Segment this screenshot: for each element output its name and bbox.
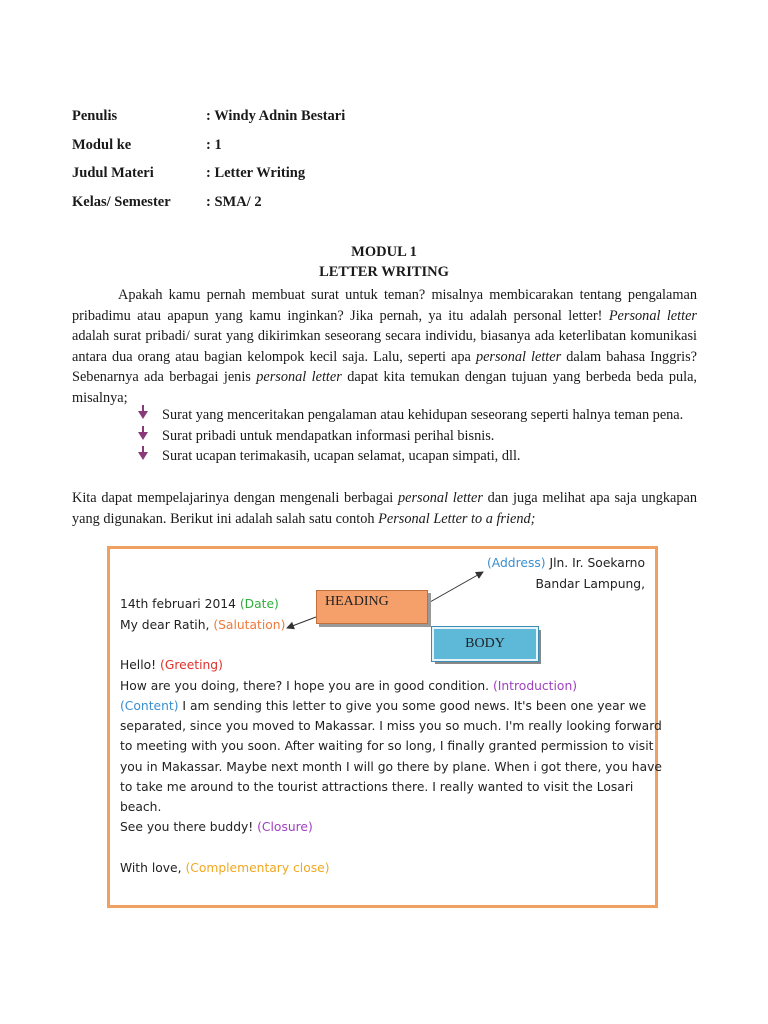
outro-text: Kita dapat mempelajarinya dengan mengenali berbagai [72, 490, 398, 506]
salutation-text: My dear Ratih, [120, 618, 214, 632]
letter-address-line [120, 556, 645, 570]
content-tag: (Content) [120, 699, 179, 713]
meta-value: : 1 [206, 136, 222, 153]
date-tag: (Date) [239, 597, 279, 611]
body-callout: BODY [432, 627, 538, 661]
meta-label: Penulis [72, 108, 118, 124]
closure-tag: (Closure) [257, 820, 313, 834]
letter-content-line: you in Makassar. Maybe next month I will go there by plane. When i got there, you have [120, 760, 662, 774]
introduction-text: How are you doing, there? I hope you are in good condition. [120, 679, 493, 693]
intro-text: Apakah kamu pernah membuat surat untuk teman? misalnya membicarakan tentang pengalaman pribadimu atau apapun yang kamu inginkan? Jika pernah, ya itu adalah personal letter! [72, 287, 697, 324]
greeting-text: Hello! [120, 658, 161, 672]
letter-content-line [120, 699, 648, 713]
letter-content-line: separated, since you moved to Makassar. I miss you so much. I'm really looking forward [120, 719, 662, 733]
letter-content-line: to meeting with you soon. After waiting for so long, I finally granted permission to visit [120, 739, 654, 753]
closure-text: See you there buddy! [120, 820, 258, 834]
close-text: With love, [120, 861, 186, 875]
address-text: Jln. Ir. Soekarno [545, 556, 645, 570]
module-title: MODUL 1 [351, 244, 417, 260]
meta-label: Kelas/ Semester [72, 193, 171, 210]
introduction-tag: (Introduction) [492, 679, 578, 693]
outro-text: dan juga melihat apa saja ungkapan yang digunakan. Berikut ini adalah salah satu contoh [72, 490, 697, 527]
letter-closure [120, 820, 648, 834]
bullet-text: Surat yang menceritakan pengalaman atau kehidupan seseorang seperti halnya teman pena. [162, 407, 684, 423]
outro-italic: Personal Letter to a friend; [378, 510, 536, 527]
intro-text: dalam bahasa Inggris? Sebenarnya ada berbagai jenis [72, 348, 697, 385]
letter-content-line: to take me around to the tourist attractions there. I really wanted to visit the Losari [120, 780, 634, 794]
letter-greeting [120, 658, 648, 672]
intro-italic: personal letter [256, 369, 342, 385]
outro-italic: personal letter [398, 490, 483, 506]
close-tag: (Complementary close) [185, 861, 330, 875]
module-subtitle: LETTER WRITING [319, 264, 449, 280]
address-tag: (Address) [486, 556, 546, 570]
meta-value: : Letter Writing [206, 165, 306, 181]
letter-introduction [120, 679, 648, 693]
intro-italic: Personal letter [608, 307, 697, 324]
intro-text: dapat kita temukan dengan tujuan yang berbeda beda pula, misalnya; [72, 369, 698, 406]
meta-label: Modul ke [72, 136, 132, 153]
meta-value: : SMA/ 2 [206, 193, 262, 210]
letter-content-line: beach. [120, 800, 162, 814]
salutation-tag: (Salutation) [213, 618, 286, 632]
date-text: 14th februari 2014 [120, 597, 240, 611]
heading-callout: HEADING [316, 590, 428, 624]
letter-address-line: Bandar Lampung, [535, 577, 645, 591]
intro-italic: personal letter [475, 348, 562, 365]
content-text: I am sending this letter to give you some good news. It's been one year we [178, 699, 647, 713]
intro-text: adalah surat pribadi/ surat yang dikirimkan seseorang secara individu, biasanya ada keterlibatan komunikasi antara dua orang atau bagian kelompok kecil saja. Lalu, seperti apa [72, 328, 697, 365]
bullet-text: Surat pribadi untuk mendapatkan informasi perihal bisnis. [162, 427, 495, 444]
meta-value: : Windy Adnin Bestari [206, 108, 346, 124]
greeting-tag: (Greeting) [160, 658, 223, 672]
meta-label: Judul Materi [72, 165, 154, 181]
bullet-text: Surat ucapan terimakasih, ucapan selamat, ucapan simpati, dll. [162, 448, 521, 464]
letter-complementary-close [120, 861, 648, 875]
